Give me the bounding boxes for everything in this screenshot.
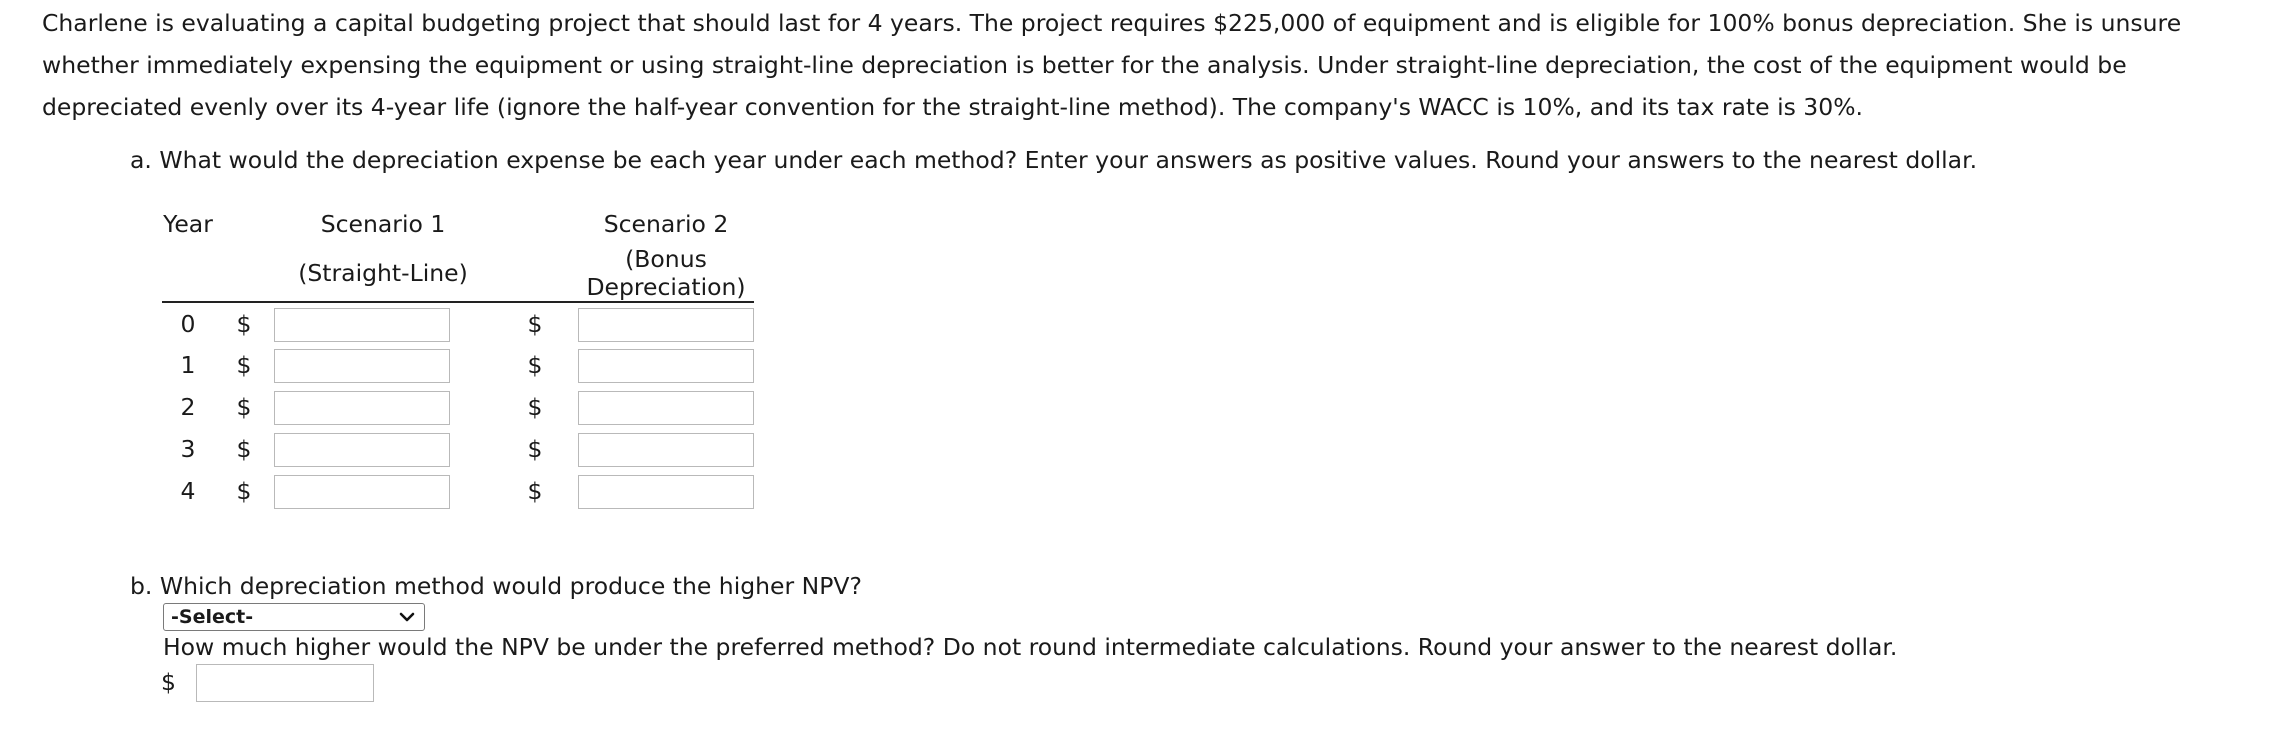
scenario1-depreciation-input[interactable]: [274, 349, 450, 383]
table-row: [162, 302, 754, 344]
table-row: [162, 470, 754, 512]
depreciation-table: [162, 203, 754, 512]
year-header: Year: [163, 210, 213, 238]
year-cell: 0: [180, 309, 196, 338]
problem-text: Charlene is evaluating a capital budgeting project that should last for 4 years. The project requires $225,000 of equipment and is eligible for 100% bonus depreciation. She is unsure whether immediately expensing the equipment or using straight-line depreciation is better for the analysis. Under straight-line depreciation, the cost of the equipment would be depreciated evenly over its 4-year life (ignore the half-year convention for the straight-line method). The company's WACC is 10%, and its tax rate is 30%.: [42, 9, 2182, 121]
scenario2-depreciation-input[interactable]: [578, 391, 754, 425]
scenario1-dollar-sign: $: [236, 435, 252, 463]
scenario2-depreciation-input[interactable]: [578, 433, 754, 467]
scenario1-subtitle: (Straight-Line): [274, 245, 492, 302]
scenario2-dollar-sign: $: [527, 309, 543, 338]
scenario1-title: Scenario 1: [320, 210, 446, 238]
scenario1-depreciation-input[interactable]: [274, 475, 450, 509]
scenario2-depreciation-input[interactable]: [578, 308, 754, 342]
scenario2-dollar-sign: $: [527, 477, 543, 505]
npv-dollar-sign: $: [161, 668, 176, 696]
npv-difference-question: How much higher would the NPV be under the preferred method? Do not round intermediate calculations. Round your answer to the nearest dollar.: [163, 633, 1898, 661]
scenario2-dollar-sign: $: [527, 435, 543, 463]
scenario2-depreciation-input[interactable]: [578, 475, 754, 509]
question-a: a. What would the depreciation expense be each year under each method? Enter your answers as positive values. Round your answers to the nearest dollar.: [130, 146, 1978, 174]
depreciation-method-select[interactable]: [163, 603, 425, 631]
scenario1-depreciation-input[interactable]: [274, 391, 450, 425]
scenario2-dollar-sign: $: [527, 393, 543, 421]
scenario1-dollar-sign: $: [236, 477, 252, 505]
scenario1-depreciation-input[interactable]: [274, 308, 450, 342]
scenario2-subtitle: (Bonus Depreciation): [578, 245, 754, 302]
year-cell: 3: [180, 435, 196, 463]
select-value: -Select-: [171, 606, 254, 628]
scenario1-depreciation-input[interactable]: [274, 433, 450, 467]
scenario1-dollar-sign: $: [236, 393, 252, 421]
scenario2-dollar-sign: $: [527, 351, 543, 379]
year-cell: 1: [180, 351, 196, 379]
problem-statement: [42, 2, 2262, 128]
scenario1-dollar-sign: $: [236, 309, 252, 338]
year-cell: 2: [180, 393, 196, 421]
table-row: [162, 386, 754, 428]
table-row: [162, 344, 754, 386]
scenario2-depreciation-input[interactable]: [578, 349, 754, 383]
question-b: b. Which depreciation method would produce the higher NPV?: [130, 572, 862, 600]
table-row: [162, 428, 754, 470]
scenario1-dollar-sign: $: [236, 351, 252, 379]
year-cell: 4: [180, 477, 196, 505]
npv-difference-input[interactable]: [196, 664, 374, 702]
scenario2-title: Scenario 2: [603, 210, 729, 238]
chevron-down-icon: [396, 604, 418, 630]
